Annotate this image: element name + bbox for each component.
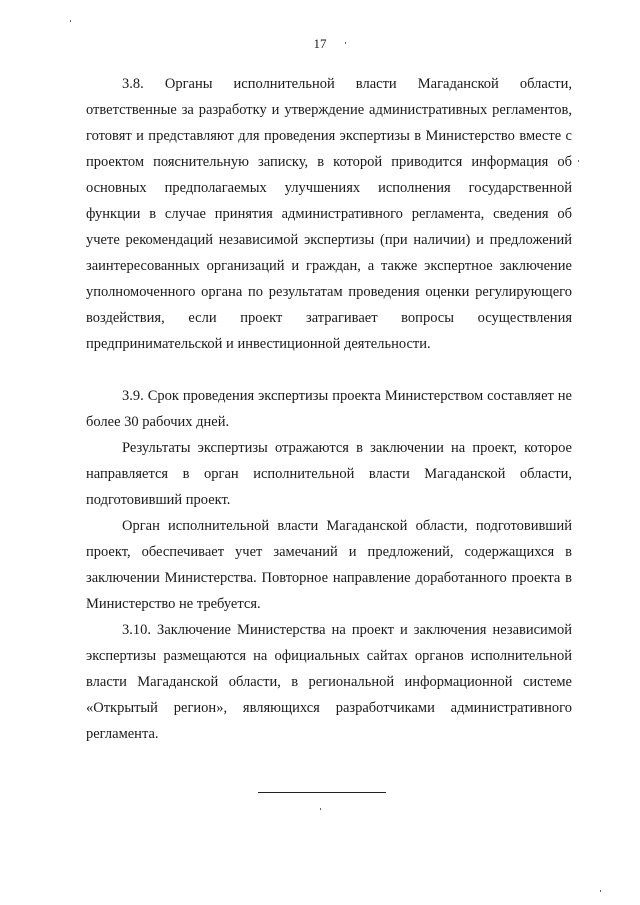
paragraph-text: Орган исполнительной власти Магаданской области, подготовивший проект, обеспечивает учет замечаний и предложений, содержащихся в заключении Министерства. Повторное направление доработанного проекта в Министерство не требуется. [86,518,572,612]
paragraph-organ [86,513,572,617]
scan-speck [600,890,601,892]
page-number: 17 [313,36,327,51]
paragraph-results [86,435,572,513]
paragraph-text: 3.8. Органы исполнительной власти Магаданской области, ответственные за разработку и утверждение административных регламентов, готовят и представляют для проведения экспертизы в Министерство вместе с проектом пояснительную записку, в которой приводится информация об основных предполагаемых улучшениях исполнения государственной функции в случае принятия административного регламента, сведения об учете рекомендаций независимой экспертизы (при наличии) и предложений заинтересованных организаций и граждан, а также экспертное заключение уполномоченного органа по результатам проведения оценки регулирующего воздействия, если проект затрагивает вопросы осуществления предпринимательской и инвестиционной деятельности. [86,76,572,352]
scan-speck [70,20,71,22]
scan-speck [320,808,321,810]
closing-rule [258,792,386,793]
paragraph-text: Результаты экспертизы отражаются в заключении на проект, которое направляется в орган исполнительной власти Магаданской области, подготовивший проект. [86,440,572,508]
paragraph-3-8 [86,71,572,357]
paragraph-3-10 [86,617,572,747]
paragraph-3-9 [86,383,572,435]
scan-speck [578,160,579,162]
paragraph-text: 3.9. Срок проведения экспертизы проекта Министерством составляет не более 30 рабочих дней. [86,388,572,430]
scan-speck [345,42,346,44]
paragraph-text: 3.10. Заключение Министерства на проект и заключения независимой экспертизы размещаются на официальных сайтах органов исполнительной власти Магаданской области, в региональной информационной системе «Открытый регион», являющихся разработчиками административного регламента. [86,622,572,742]
